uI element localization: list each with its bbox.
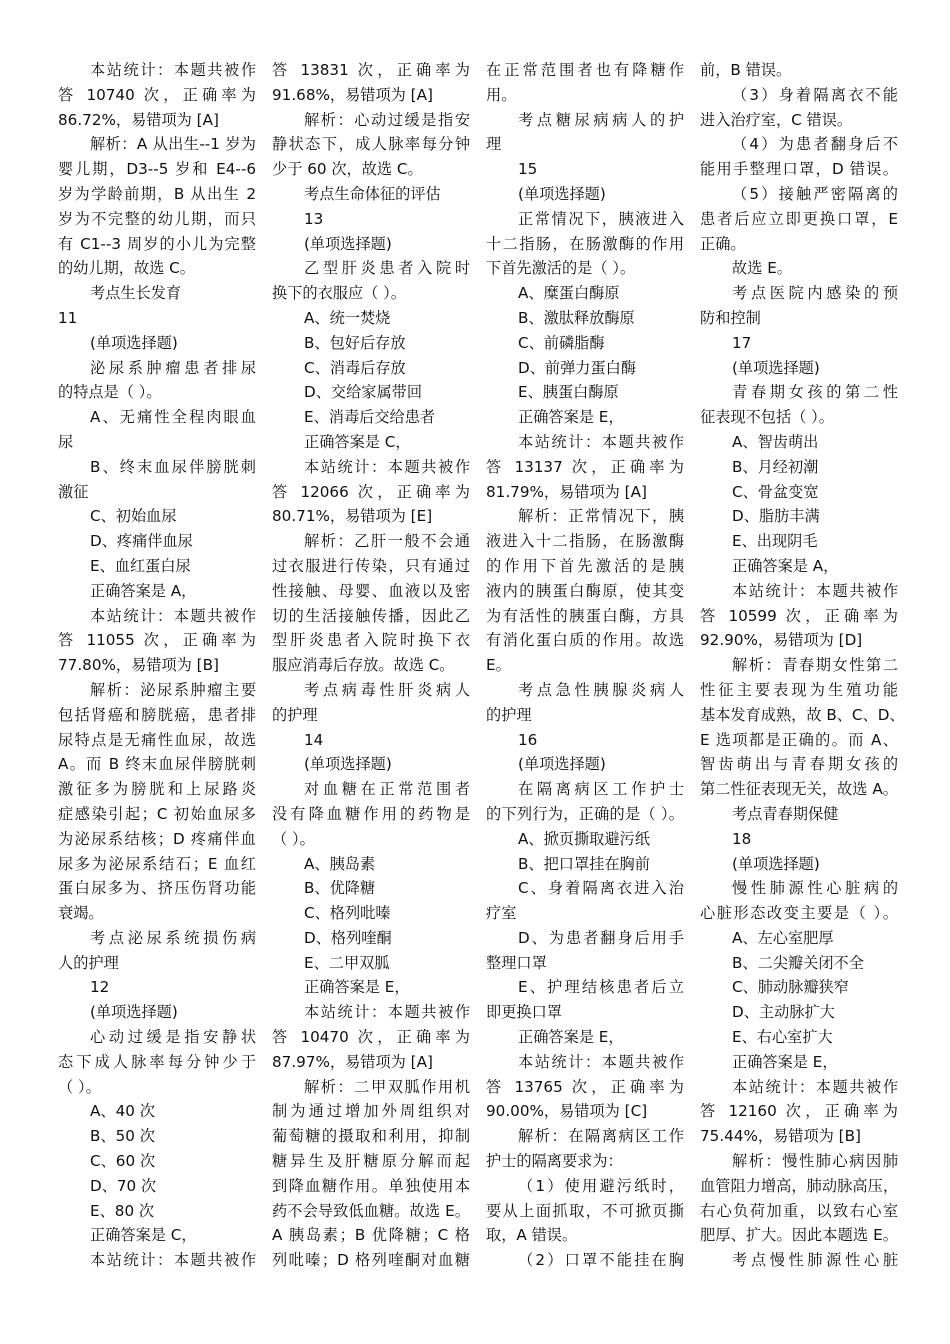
text-line: B、把口罩挂在胸前: [518, 854, 650, 873]
text-line: 本站统计：本题共被作: [518, 432, 684, 451]
text-line: 87.97%，易错项为 [A]: [272, 1052, 433, 1071]
text-line: 制为通过增加外周组织对: [272, 1102, 470, 1121]
text-line: 考点生长发育: [90, 284, 182, 303]
text-line: 取，A 错误。: [486, 1226, 578, 1245]
text-line: 17: [732, 333, 752, 352]
text-line: 考点泌尿系统损伤病: [90, 928, 256, 947]
text-line: D、脂肪丰满: [732, 507, 820, 526]
text-line: A、糜蛋白酶原: [518, 284, 620, 303]
text-line: 服应消毒后存放。故选 C。: [272, 656, 455, 675]
text-line: 换下的衣服应（ ）。: [272, 284, 406, 303]
text-line: 答 12066 次，正确率为: [272, 482, 470, 501]
text-line: （5）接触严密隔离的: [732, 184, 898, 203]
text-line: (单项选择题): [90, 333, 178, 352]
text-line: 岁为学龄前期，B 从出生 2: [58, 184, 256, 203]
text-line: E。: [486, 656, 511, 675]
text-line: E 选项都是正确的。而 A、: [700, 730, 898, 749]
text-line: （ ）。: [58, 1077, 101, 1096]
text-line: 对血糖在正常范围者: [304, 780, 470, 799]
text-line: D、70 次: [90, 1176, 157, 1195]
text-line: 人的护理: [58, 953, 119, 972]
text-line: 右心负荷加重，以致右心室: [700, 1201, 898, 1220]
text-line: 型肝炎患者入院时换下衣: [272, 631, 470, 650]
text-line: 护士的隔离要求为：: [486, 1152, 623, 1171]
text-line: 慢性肺源性心脏病的: [732, 879, 898, 898]
text-line: 前，B 错误。: [700, 61, 792, 79]
text-line: B、50 次: [90, 1127, 155, 1146]
text-line: 91.68%，易错项为 [A]: [272, 85, 433, 104]
text-line: 的特点是（ ）。: [58, 383, 162, 402]
text-line: 77.80%，易错项为 [B]: [58, 656, 219, 675]
text-line: 的下列行为，正确的是（ ）。: [486, 804, 684, 823]
text-line: D、前弹力蛋白酶: [518, 358, 637, 377]
text-line: 少于 60 次，故选 C。: [272, 160, 423, 179]
text-line: 防和控制: [700, 308, 761, 327]
text-line: E、血红蛋白尿: [90, 556, 191, 575]
text-line: C、初始血尿: [90, 507, 177, 526]
text-line: 即更换口罩: [486, 1003, 562, 1022]
text-line: 心脏形态改变主要是（ ）。: [700, 904, 898, 923]
text-line: （3）身着隔离衣不能: [732, 85, 898, 104]
text-line: 14: [304, 730, 324, 749]
text-line: 11: [58, 308, 78, 327]
text-line: 激征: [58, 482, 89, 501]
text-line: 用。: [486, 85, 517, 104]
text-line: 答 11055 次，正确率为: [58, 631, 256, 650]
text-line: 本站统计：本题共被作: [304, 457, 470, 476]
text-line: B、激肽释放酶原: [518, 308, 635, 327]
text-line: 为有活性的胰蛋白酶，方具: [486, 606, 684, 625]
text-line: E、护理结核患者后立: [518, 978, 684, 997]
text-line: 本站统计：本题共被作: [90, 61, 256, 79]
text-line: C、骨盆变宽: [732, 482, 819, 501]
text-line: 正确答案是 E，: [732, 1052, 838, 1071]
text-line: 答 10740 次，正确率为: [58, 85, 256, 104]
column-1: [58, 58, 256, 1273]
text-line: 解析：二甲双胍作用机: [304, 1077, 470, 1096]
text-line: （2）口罩不能挂在胸: [518, 1251, 684, 1270]
text-line: 的幼儿期，故选 C。: [58, 259, 195, 278]
text-line: 解析：慢性肺心病因肺: [732, 1152, 898, 1171]
text-line: 解析：心动过缓是指安: [304, 110, 470, 129]
text-line: 青春期女孩的第二性: [732, 383, 898, 402]
text-line: B、优降糖: [304, 879, 376, 898]
text-line: 过衣服进行传染，只有通过: [272, 556, 470, 575]
text-line: D、疼痛伴血尿: [90, 532, 193, 551]
text-line: 的作用下首先激活的是胰: [486, 556, 684, 575]
text-line: 基本发育成熟，故 B、C、D、: [700, 705, 905, 724]
text-line: 整理口罩: [486, 953, 547, 972]
text-line: 正确。: [700, 234, 746, 253]
text-line: 智齿萌出与青春期女孩的: [700, 755, 898, 774]
text-line: B、二尖瓣关闭不全: [732, 953, 864, 972]
text-line: 考点生命体征的评估: [304, 184, 441, 203]
text-line: (单项选择题): [732, 854, 820, 873]
text-line: 尿多为泌尿系结石；E 血红: [58, 854, 256, 873]
text-line: 解析：在隔离病区工作: [518, 1127, 684, 1146]
text-line: 有消化蛋白质的作用。故选: [486, 631, 684, 650]
text-line: E、右心室扩大: [732, 1028, 833, 1047]
text-line: 能用手整理口罩，D 错误。: [700, 160, 898, 179]
text-line: 下首先激活的是（ ）。: [486, 259, 636, 278]
text-line: 75.44%，易错项为 [B]: [700, 1127, 861, 1146]
text-line: 正确答案是 E，: [304, 978, 410, 997]
text-line: (单项选择题): [732, 358, 820, 377]
text-line: 正确答案是 E，: [518, 408, 624, 427]
text-line: 考点慢性肺源性心脏: [732, 1251, 898, 1270]
text-line: 答 13831 次，正确率为: [272, 61, 470, 79]
text-line: C、肺动脉瓣狭窄: [732, 978, 849, 997]
column-2: [272, 58, 470, 1273]
text-line: 81.79%，易错项为 [A]: [486, 482, 647, 501]
text-line: 考点急性胰腺炎病人: [518, 680, 684, 699]
text-line: 尿: [58, 432, 74, 451]
text-line: 理: [486, 135, 502, 154]
text-line: 86.72%，易错项为 [A]: [58, 110, 219, 129]
text-line: 切的生活接触传播，因此乙: [272, 606, 470, 625]
text-line: 在正常范围者也有降糖作: [486, 61, 684, 79]
text-line: A、无痛性全程肉眼血: [90, 408, 256, 427]
text-line: C、格列吡嗪: [304, 904, 391, 923]
text-line: 包括肾癌和膀胱癌，患者排: [58, 705, 256, 724]
text-line: 考点病毒性肝炎病人: [304, 680, 470, 699]
text-line: 答 10470 次，正确率为: [272, 1028, 470, 1047]
text-line: 90.00%，易错项为 [C]: [486, 1102, 648, 1121]
text-line: 正常情况下，胰液进入: [518, 209, 684, 228]
text-line: (单项选择题): [90, 1003, 178, 1022]
text-line: 答 12160 次，正确率为: [700, 1102, 898, 1121]
text-line: （ ）。: [272, 829, 315, 848]
column-4: [700, 58, 905, 1273]
text-line: 80.71%，易错项为 [E]: [272, 507, 433, 526]
text-line: 糖异生及肝糖原分解而起: [272, 1152, 470, 1171]
text-line: C、前磷脂酶: [518, 333, 605, 352]
text-line: (单项选择题): [518, 755, 606, 774]
text-line: 解析：青春期女性第二: [732, 656, 898, 675]
text-line: D、交给家属带回: [304, 383, 423, 402]
text-line: E、二甲双胍: [304, 953, 390, 972]
text-line: 蛋白尿多为、挤压伤肾功能: [58, 879, 256, 898]
text-line: A 胰岛素；B 优降糖；C 格: [272, 1226, 470, 1245]
text-line: 92.90%，易错项为 [D]: [700, 631, 863, 650]
text-line: A。而 B 终末血尿伴膀胱刺: [58, 755, 256, 774]
text-line: 的护理: [272, 705, 318, 724]
text-line: (单项选择题): [304, 234, 392, 253]
text-line: (单项选择题): [304, 755, 392, 774]
text-line: 泌尿系肿瘤患者排尿: [90, 358, 256, 377]
text-line: 十二指肠，在肠激酶的作用: [486, 234, 684, 253]
text-line: 解析：A 从出生--1 岁为: [90, 135, 256, 154]
text-line: （1）使用避污纸时，: [518, 1176, 684, 1195]
text-line: 考点医院内感染的预: [732, 284, 898, 303]
text-line: 乙型肝炎患者入院时: [304, 259, 470, 278]
text-line: 答 13137 次，正确率为: [486, 457, 684, 476]
text-line: 要从上面抓取，不可掀页撕: [486, 1201, 684, 1220]
text-line: 到降血糖作用。单独使用本: [272, 1176, 470, 1195]
text-line: （4）为患者翻身后不: [732, 135, 898, 154]
text-line: 答 13765 次，正确率为: [486, 1077, 684, 1096]
text-line: D、为患者翻身后用手: [518, 928, 684, 947]
text-line: D、主动脉扩大: [732, 1003, 835, 1022]
text-line: 故选 E。: [732, 259, 792, 278]
text-line: 正确答案是 C，: [304, 432, 411, 451]
text-line: 患者后应立即更换口罩，E: [700, 209, 898, 228]
text-line: 疗室: [486, 904, 517, 923]
text-line: 正确答案是 E，: [518, 1028, 624, 1047]
text-line: 进入治疗室，C 错误。: [700, 110, 853, 129]
text-line: 18: [732, 829, 752, 848]
text-line: 12: [90, 978, 110, 997]
text-line: 葡萄糖的摄取和利用，抑制: [272, 1127, 470, 1146]
text-line: E、消毒后交给患者: [304, 408, 436, 427]
text-line: B、月经初潮: [732, 457, 819, 476]
text-line: 答 10599 次，正确率为: [700, 606, 898, 625]
text-line: 岁为不完整的幼儿期，而只: [58, 209, 256, 228]
text-line: 血管阻力增高，肺动脉高压，: [700, 1176, 898, 1195]
text-line: 13: [304, 209, 324, 228]
text-line: 解析：正常情况下，胰: [518, 507, 684, 526]
text-line: 在隔离病区工作护士: [518, 780, 684, 799]
text-line: 药不会导致低血糖。故选 E。: [272, 1201, 470, 1220]
text-line: 尿特点是无痛性血尿，故选: [58, 730, 256, 749]
text-line: 本站统计：本题共被作: [732, 581, 898, 600]
text-line: C、60 次: [90, 1152, 156, 1171]
text-line: D、格列喹酮: [304, 928, 392, 947]
text-line: 静状态下，成人脉率每分钟: [272, 135, 470, 154]
text-line: (单项选择题): [518, 184, 606, 203]
text-line: 肥厚、扩大。因此本题选 E。: [700, 1226, 898, 1245]
text-line: 症感染引起；C 初始血尿多: [58, 804, 256, 823]
text-line: 本站统计：本题共被作: [518, 1052, 684, 1071]
text-line: E、80 次: [90, 1201, 155, 1220]
text-line: 性征主要表现为生殖功能: [700, 680, 898, 699]
text-line: 为泌尿系结核；D 疼痛伴血: [58, 829, 256, 848]
text-line: 本站统计：本题共被作: [90, 1251, 256, 1270]
text-line: C、身着隔离衣进入治: [518, 879, 684, 898]
text-line: 解析：乙肝一般不会通: [304, 532, 470, 551]
text-line: E、出现阴毛: [732, 532, 818, 551]
text-line: C、消毒后存放: [304, 358, 406, 377]
text-line: 15: [518, 160, 538, 179]
text-line: 正确答案是 A，: [732, 556, 839, 575]
text-line: 没有降血糖作用的药物是: [272, 804, 470, 823]
text-line: 态下成人脉率每分钟少于: [58, 1052, 256, 1071]
text-line: B、包好后存放: [304, 333, 406, 352]
text-line: 液进入十二指肠，在肠激酶: [486, 532, 684, 551]
text-line: 列吡嗪；D 格列喹酮对血糖: [272, 1251, 470, 1270]
text-line: A、40 次: [90, 1102, 155, 1121]
text-line: 考点糖尿病病人的护: [518, 110, 684, 129]
column-3: [486, 58, 684, 1273]
text-line: A、胰岛素: [304, 854, 376, 873]
text-line: 液内的胰蛋白酶原，使其变: [486, 581, 684, 600]
text-line: 激征多为膀胱和上尿路炎: [58, 780, 256, 799]
text-line: 本站统计：本题共被作: [732, 1077, 898, 1096]
text-columns: [58, 58, 905, 1273]
text-line: 本站统计：本题共被作: [304, 1003, 470, 1022]
text-line: 性接触、母婴、血液以及密: [272, 581, 470, 600]
text-line: B、终末血尿伴膀胱刺: [90, 457, 256, 476]
text-line: A、左心室肥厚: [732, 928, 834, 947]
text-line: 征表现不包括（ ）。: [700, 408, 834, 427]
text-line: 16: [518, 730, 538, 749]
text-line: 考点青春期保健: [732, 804, 839, 823]
text-line: 有 C1--3 周岁的小儿为完整: [58, 234, 256, 253]
text-line: 解析：泌尿系肿瘤主要: [90, 680, 256, 699]
text-line: A、统一焚烧: [304, 308, 391, 327]
text-line: 正确答案是 A，: [90, 581, 197, 600]
text-line: 第二性征表现无关，故选 A。: [700, 780, 898, 799]
text-line: A、掀页撕取避污纸: [518, 829, 650, 848]
text-line: 婴儿期，D3--5 岁和 E4--6: [58, 160, 256, 179]
text-line: 心动过缓是指安静状: [90, 1028, 256, 1047]
text-line: 衰竭。: [58, 904, 104, 923]
text-line: E、胰蛋白酶原: [518, 383, 619, 402]
text-line: 本站统计：本题共被作: [90, 606, 256, 625]
text-line: A、智齿萌出: [732, 432, 819, 451]
text-line: 正确答案是 C，: [90, 1226, 197, 1245]
text-line: 的护理: [486, 705, 532, 724]
